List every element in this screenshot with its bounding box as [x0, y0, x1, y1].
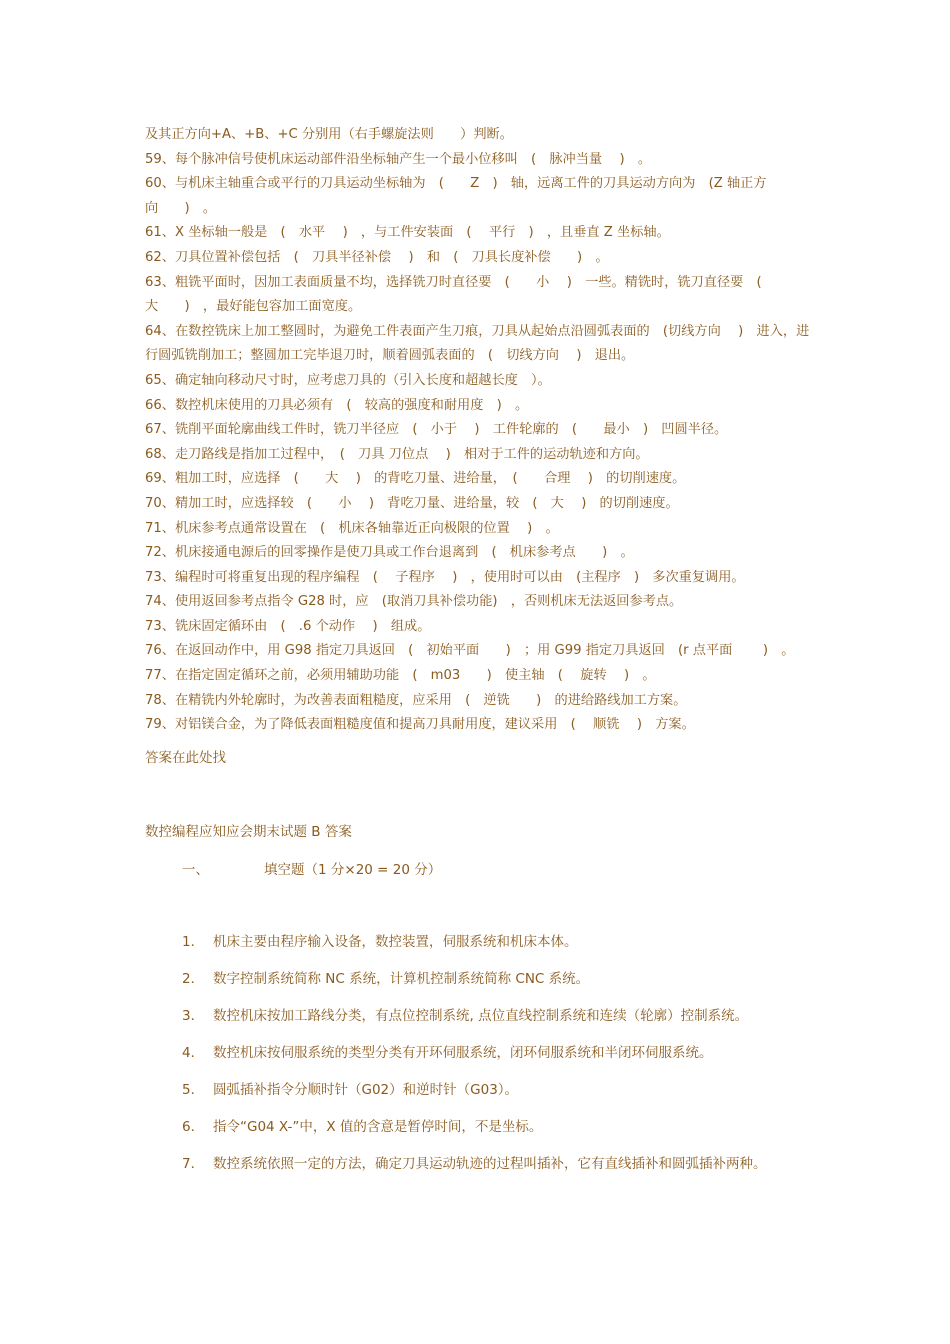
- question-line: 66、数控机床使用的刀具必须有 ( 较高的强度和耐用度 ) 。: [145, 397, 529, 413]
- answer-item: [182, 1078, 518, 1102]
- question-line: 78、在精铣内外轮廓时，为改善表面粗糙度，应采用 ( 逆铣 ) 的进给路线加工方案。: [145, 692, 687, 708]
- question-line: 61、X 坐标轴一般是 ( 水平 ) ，与工件安装面 ( 平行 ) ，且垂直 Z 坐标轴。: [145, 225, 670, 241]
- question-line: 71、机床参考点通常设置在 ( 机床各轴靠近正向极限的位置 ) 。: [145, 520, 559, 536]
- question-line: 72、机床接通电源后的回零操作是使刀具或工作台退离到 ( 机床参考点 ) 。: [145, 545, 634, 561]
- answer-number: 1．: [182, 934, 205, 950]
- answer-number: 3．: [182, 1008, 205, 1024]
- question-line: 76、在返回动作中，用 G98 指定刀具返回 ( 初始平面 ) ；用 G99 指定刀具返回 (r 点平面 ) 。: [145, 643, 795, 659]
- answer-text: 数字控制系统简称 NC 系统，计算机控制系统简称 CNC 系统。: [213, 971, 590, 987]
- answer-item: [182, 930, 578, 954]
- question-line: 60、与机床主轴重合或平行的刀具运动坐标轴为 ( Z ) 轴，远离工件的刀具运动方向为 (Z 轴正方向 ) 。: [145, 176, 767, 216]
- section-title: 填空题（1 分×20 = 20 分）: [264, 862, 442, 878]
- answer-number: 4．: [182, 1045, 205, 1061]
- answer-item: [182, 1152, 767, 1176]
- question-line: 68、走刀路线是指加工过程中， ( 刀具 刀位点 ) 相对于工件的运动轨迹和方向。: [145, 446, 649, 462]
- answer-item: [182, 1041, 713, 1065]
- question-line: 73、编程时可将重复出现的程序编程 ( 子程序 ) ，使用时可以由 (主程序 ) 多次重复调用。: [145, 569, 745, 585]
- question-line: 79、对铝镁合金，为了降低表面粗糙度值和提高刀具耐用度，建议采用 ( 顺铣 ) 方案。: [145, 717, 695, 733]
- answer-link-text: 答案在此处找: [145, 750, 226, 766]
- question-list: [145, 123, 815, 738]
- answer-text: 数控机床按加工路线分类，有点位控制系统, 点位直线控制系统和连续（轮廓）控制系统。: [213, 1008, 749, 1024]
- question-line: 62、刀具位置补偿包括 ( 刀具半径补偿 ) 和 ( 刀具长度补偿 ) 。: [145, 249, 609, 265]
- answer-item: [182, 967, 589, 991]
- answer-text: 指令“G04 X-”中，X 值的含意是暂停时间，不是坐标。: [213, 1119, 543, 1135]
- section-number: 一、: [182, 862, 209, 878]
- question-line: 69、粗加工时，应选择 ( 大 ) 的背吃刀量、进给量， ( 合理 ) 的切削速度。: [145, 471, 686, 487]
- question-line: 59、每个脉冲信号使机床运动部件沿坐标轴产生一个最小位移叫 ( 脉冲当量 ) 。: [145, 151, 652, 167]
- answer-item: [182, 1004, 748, 1028]
- question-line: 70、精加工时，应选择较 ( 小 ) 背吃刀量、进给量，较 ( 大 ) 的切削速度。: [145, 495, 679, 511]
- answer-title: 数控编程应知应会期末试题 B 答案: [145, 824, 352, 840]
- question-line: 67、铣削平面轮廓曲线工件时，铣刀半径应 ( 小于 ) 工件轮廓的 ( 最小 ) 凹圆半径。: [145, 422, 728, 438]
- answer-item: [182, 1115, 542, 1139]
- question-line: 74、使用返回参考点指令 G28 时，应 (取消刀具补偿功能) ，否则机床无法返回参考点。: [145, 594, 683, 610]
- answer-number: 6．: [182, 1119, 205, 1135]
- answer-number: 7．: [182, 1156, 205, 1172]
- answer-text: 数控系统依照一定的方法，确定刀具运动轨迹的过程叫插补，它有直线插补和圆弧插补两种。: [213, 1156, 767, 1172]
- answer-text: 圆弧插补指令分顺时针（G02）和逆时针（G03）。: [213, 1082, 519, 1098]
- answer-number: 5．: [182, 1082, 205, 1098]
- question-line: 64、在数控铣床上加工整圆时，为避免工件表面产生刀痕，刀具从起始点沿圆弧表面的 (切线方向 ) 进入，进行圆弧铣削加工；整圆加工完毕退刀时，顺着圆弧表面的 ( 切线方向 ) 退出。: [145, 323, 810, 364]
- answer-number: 2．: [182, 971, 205, 987]
- question-line: 73、铣床固定循环由 ( .6 个动作 ) 组成。: [145, 618, 431, 634]
- question-line: 65、确定轴向移动尺寸时，应考虑刀具的（引入长度和超越长度 ）。: [145, 372, 551, 388]
- question-line: 63、粗铣平面时，因加工表面质量不均，选择铣刀时直径要 ( 小 ) 一些。精铣时，铣刀直径要 ( 大 ) ，最好能包容加工面宽度。: [145, 274, 775, 315]
- question-line: 77、在指定固定循环之前，必须用辅助功能 ( m03 ) 使主轴 ( 旋转 ) 。: [145, 668, 656, 684]
- section-heading: [182, 858, 441, 882]
- answer-text: 机床主要由程序输入设备，数控装置，伺服系统和机床本体。: [213, 934, 578, 950]
- answer-text: 数控机床按伺服系统的类型分类有开环伺服系统，闭环伺服系统和半闭环伺服系统。: [213, 1045, 713, 1061]
- question-line: 及其正方向+A、+B、+C 分别用（右手螺旋法则 ）判断。: [145, 127, 513, 142]
